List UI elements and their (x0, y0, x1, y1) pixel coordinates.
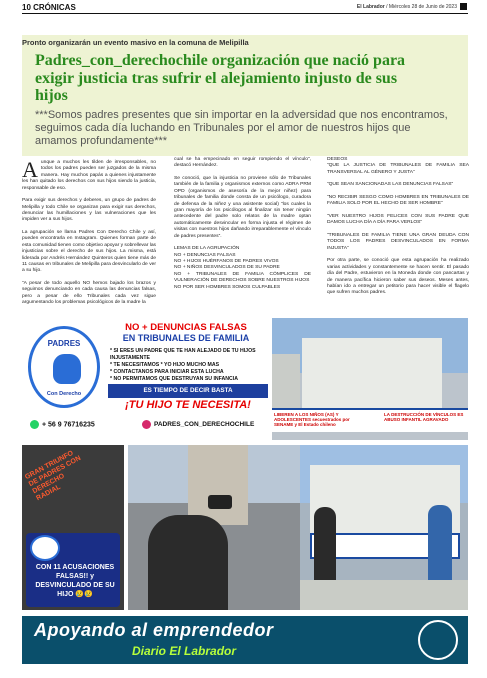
lightbulb-icon (418, 620, 458, 660)
paragraph: Para exigir sus derechos y deberes, un grupo de padres de Melipilla y todo Chile se organizan para exigir sus derechos, denunciar las humillaciones y las vulneraciones que les impiden ver a sus hijos. (22, 198, 156, 223)
pavement (300, 580, 468, 610)
flyer-subheading: EN TRIBUNALES DE FAMILIA (122, 333, 250, 343)
banner-text-right: LA DESTRUCCIÓN DE VÍNCULOS ES ABUSO INFANTIL AGRAVADO (384, 412, 464, 422)
page-header (0, 0, 487, 14)
hand-icon (53, 354, 81, 384)
logo-text-bottom: Con Derecho (46, 391, 82, 397)
logo-text-top: PADRES (47, 339, 81, 348)
deseo-item: “VER NUESTRO HIJOS FELICES CON SUS PADRE QUE DAMOS LUCHA DÍA A DÍA PARA VERLOS” (327, 214, 469, 226)
deseo-item: “TRIBUNALES DE FAMILIA TIENE UNA GRAN DEUDA CON TODOS LOS PADRES DESVINCULADOS EN FORMA INJUSTA” (327, 233, 469, 251)
section-label: 10 CRÓNICAS (22, 3, 76, 12)
lema-item: NO + TRIBUNALES DE FAMILIA CÓMPLICES DE VULNERACIÓN DE DERECHOS SOBRE NUESTROS HIJOS (174, 271, 311, 284)
paragraph: Se conoció, que la injusticia no proviene sólo de Tribunales también de la familia y organismos externos como ADRA PRM OPD (organismos de asesoría de la mejor niñez) para tribunales de familia donde consta de un psicólogo, curadora de defensa de la niñez y una asistente social) “los cuales la gran mayoría de los psicólogos al finalizar sin tener ningún antecedente del padre solo relatos de la madre optan automáticamente desvincular en forma injusta el régimen de visitas con nuestros hijos dañando irreparablemente el vínculo de padres presentes”. (174, 176, 311, 239)
dropcap: A (22, 157, 38, 182)
padres-logo-small (30, 535, 60, 561)
palace-photo-1 (272, 318, 468, 440)
lema-item: NO + NIÑOS DESVINCULADOS DE SU PADRE (174, 265, 280, 271)
article-column-2 (174, 157, 311, 291)
banner-text-left: LIBEREN A LOS NIÑOS (AS) Y ADOLESCENTES secuestrados por SENAME y El Estado chileno (274, 412, 350, 427)
newspaper-name: El Labrador (356, 4, 385, 10)
flyer-instagram: PADRES_CON_DERECHOCHILE (142, 420, 254, 429)
paragraph: La agrupación se llama Padres Con Derecho Chile y así, pueden encontrarla en Instagram. Quienes forman parte de esta comunidad tienen como objetivo apoyar y sobrellevar las injusticias sobre el derecho de sus hijos. La misma, está liderada por Andrés Hernández Quinteros quien tiene más de 11 causas en tribunales de Melipilla para desvincularlo de ver a su hijo. (22, 230, 156, 274)
deseos-title: DESEOS (327, 157, 348, 162)
flyer-phone: + 56 9 76716235 (30, 420, 95, 429)
paragraph: Por otra parte, se conoció que esta agrupación ha realizado varias actividades y constantemente se hacen sentir. El pasado día del Padre, estuvieron en la Moneda donde con pancartas y de manera pacífica hicieron saber sus deseos. Meses antes, habían ido a entregar un petitorio para hacer visible el flagelo que sufren muchos padres. (327, 258, 469, 296)
building (272, 354, 300, 410)
header-rule (22, 13, 468, 14)
padres-logo (28, 326, 100, 408)
instagram-icon (142, 420, 151, 429)
paragraph: “A pesar de todo aquello NO hemos bajado los brazos y seguimos denunciando en cada causa las denuncias falsas, pero a pesar de ello Tribunales cada vez sigue argumentando los problemas psicológicos de la madre la (22, 281, 156, 306)
building (188, 445, 248, 525)
paragraph: cual se ha empecinado en seguir rompiendo el vínculo”, destacó Hernández. (174, 157, 311, 169)
article-subtitle: ***Somos padres presentes que sin importar en la adversidad que nos encontramos, seguimos cada día luchando en Tribunales por el amor de nuestros hijos que amamos profundamente*** (35, 109, 448, 147)
building (302, 338, 442, 410)
palace-photo-2 (300, 445, 468, 610)
header-square-icon (460, 3, 467, 10)
lema-item: NO + DENUNCIAS FALSAS (174, 252, 236, 258)
emprendedor-banner (22, 616, 468, 664)
flyer-list-item: * TE NECESITAMOS * YO HIJO MUCHO MAS (110, 362, 220, 368)
flyer-list-item: * SI ERES UN PADRE QUE TE HAN ALEJADO DE TU HIJOS INJUSTAMENTE (110, 348, 256, 361)
photo-box-text: CON 11 ACUSACIONES FALSAS!! y DESVINCULADO DE SU HIJO 😢😢 (35, 564, 115, 598)
flyer-stripe: ES TIEMPO DE DECIR BASTA (108, 384, 268, 398)
deseo-item: “QUE SEAN SANCIONADAS LAS DENUNCIAS FALSAS” (327, 182, 454, 188)
photo-red-text: GRAN TRIUNFO DE PADRES CON DERECHO RADIAL (24, 449, 83, 503)
article-kicker: Pronto organizarán un evento masivo en la comuna de Melipilla (22, 38, 249, 47)
radio-photo (22, 445, 124, 610)
deseo-item: “QUE LA JUSTICIA DE TRIBUNALES DE FAMILIA SEA TRANSVERSAL AL GÉNERO Y JUSTA” (327, 163, 469, 175)
flyer-list (110, 348, 270, 383)
whatsapp-icon (30, 420, 39, 429)
flyer-heading: NO + DENUNCIAS FALSAS (125, 322, 247, 333)
lemas-title: LEMAS DE LA AGRUPACIÓN (174, 246, 240, 252)
flyer-callout: ¡TU HIJO TE NECESITA! (125, 399, 251, 411)
deseo-item: “NO RECIBIR SESGO COMO HOMBRES EN TRIBUNALES DE FAMILIA SOLO POR EL HECHO DE SER HOMBRE” (327, 195, 469, 207)
banner-title: Apoyando al emprendedor (34, 620, 274, 640)
person-silhouette (148, 515, 228, 610)
paragraph: Aunque a muchos les tilden de irresponsables, no todos los padres pueden ser juzgados de la misma manera. Hay muchos papás a quienes injustamente les han quitado los derechos con sus hijos siendo la justicia, responsable de eso. (22, 157, 156, 191)
flyer-image (22, 318, 270, 440)
megaphone-icon (208, 495, 232, 509)
issue-info (357, 4, 457, 10)
banner-subtitle: Diario El Labrador (132, 644, 237, 658)
flyer-list-item: * CONTACTANOS PARA INICIAR ESTA LUCHA (110, 369, 224, 375)
article-column-3 (327, 157, 469, 303)
protest-banner (272, 408, 468, 432)
flyer-list-item: * NO PERMITAMOS QUE DESTRUYAN SU INFANCIA (110, 376, 238, 382)
article-title: Padres_con_derechochile organización que nació para exigir justicia tras sufrir el alejamiento injusto de sus hijos (35, 52, 406, 104)
issue-date: / Miércoles 28 de Junio de 2023 (384, 4, 457, 10)
street-photo (128, 445, 300, 610)
article-column-1 (22, 157, 156, 313)
lema-item: NO POR SER HOMBRES SOMOS CULPABLES (174, 284, 281, 290)
lema-item: NO + HIJOS HUÉRFANOS DE PADRES VIVOS (174, 259, 279, 265)
